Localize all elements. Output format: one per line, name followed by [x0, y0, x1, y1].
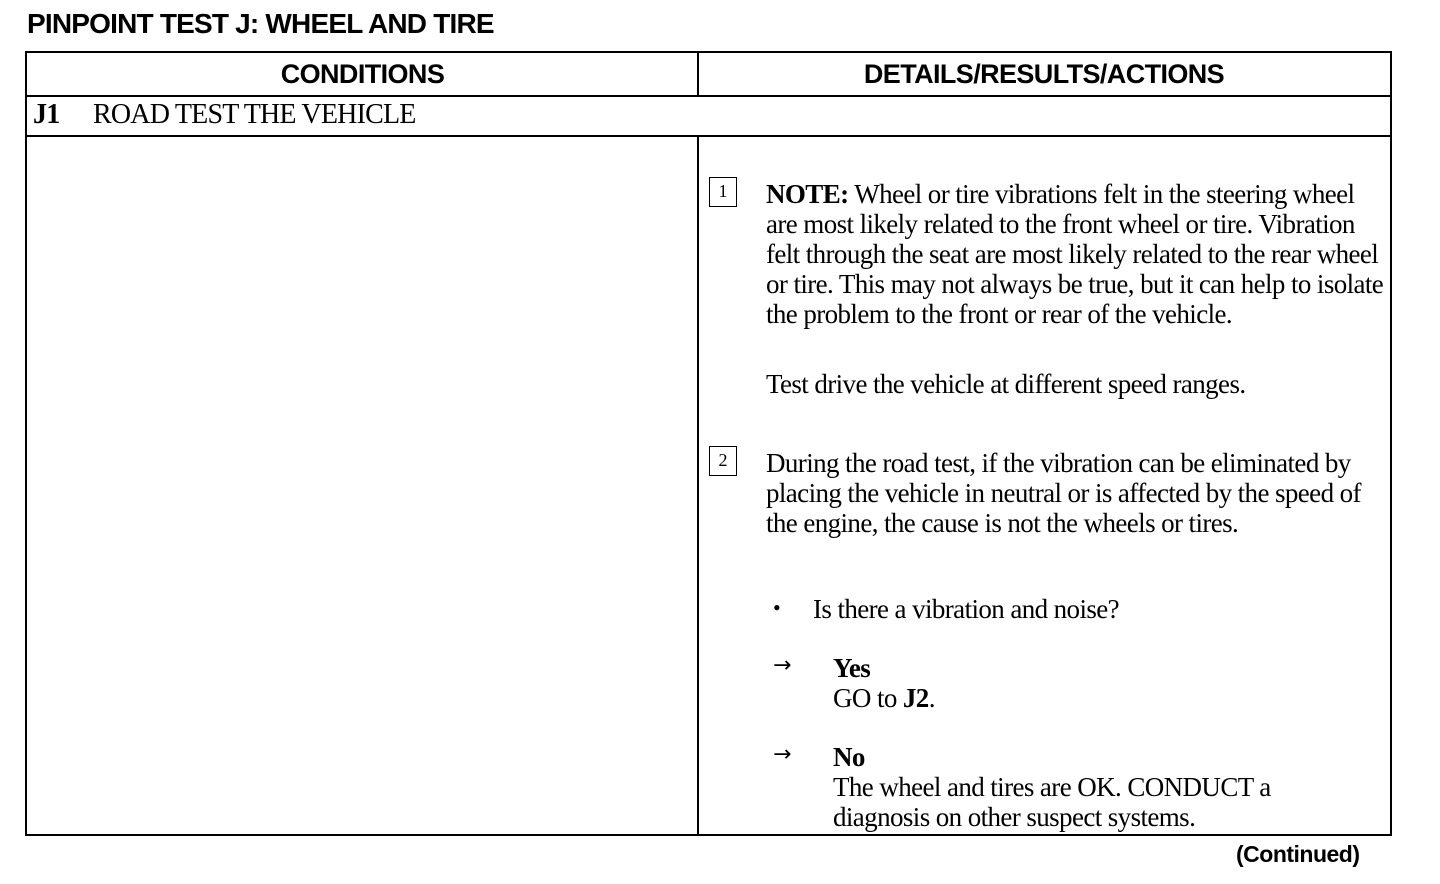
table-header-row [27, 53, 1390, 97]
substep-number-box: 1 [709, 177, 737, 207]
answer-yes-label: Yes [833, 653, 871, 683]
conditions-cell [27, 137, 697, 834]
details-header: DETAILS/RESULTS/ACTIONS [863, 59, 1225, 89]
note-label: NOTE: [766, 179, 849, 209]
substep-note [766, 179, 1386, 329]
arrow-right-icon: → [773, 742, 792, 767]
answer-no-label: No [833, 742, 865, 772]
action-suffix: . [928, 683, 935, 713]
goto-target: J2 [902, 683, 929, 713]
arrow-right-icon: → [773, 653, 792, 678]
answer-yes-action [833, 683, 1373, 713]
note-text: Wheel or tire vibrations felt in the steering wheel are most likely related to the front wheel or tire. Vibration felt through the seat are most likely related to the rear wheel or tire. This may not always be true, but it can help to isolate the problem to the front or rear of the vehicle. [766, 179, 1384, 329]
step-row [27, 95, 1390, 137]
substep-number-box: 2 [709, 446, 737, 476]
question-text: Is there a vibration and noise? [813, 594, 1120, 624]
step-title: ROAD TEST THE VEHICLE [93, 99, 416, 130]
page-title: PINPOINT TEST J: WHEEL AND TIRE [27, 8, 494, 39]
conditions-header: CONDITIONS [280, 59, 445, 89]
substep-text: During the road test, if the vibration can be eliminated by placing the vehicle in neutral or is affected by the speed of the engine, the cause is not the wheels or tires. [766, 448, 1361, 538]
action-prefix: GO to [833, 683, 903, 713]
continued-label: (Continued) [1236, 841, 1360, 867]
bullet-icon: • [773, 595, 781, 620]
substep-instruction: Test drive the vehicle at different speed ranges. [766, 369, 1246, 399]
step-id: J1 [33, 99, 60, 130]
column-divider [697, 137, 699, 834]
pinpoint-test-table [25, 51, 1392, 836]
answer-no-action: The wheel and tires are OK. CONDUCT a diagnosis on other suspect systems. [833, 772, 1271, 832]
